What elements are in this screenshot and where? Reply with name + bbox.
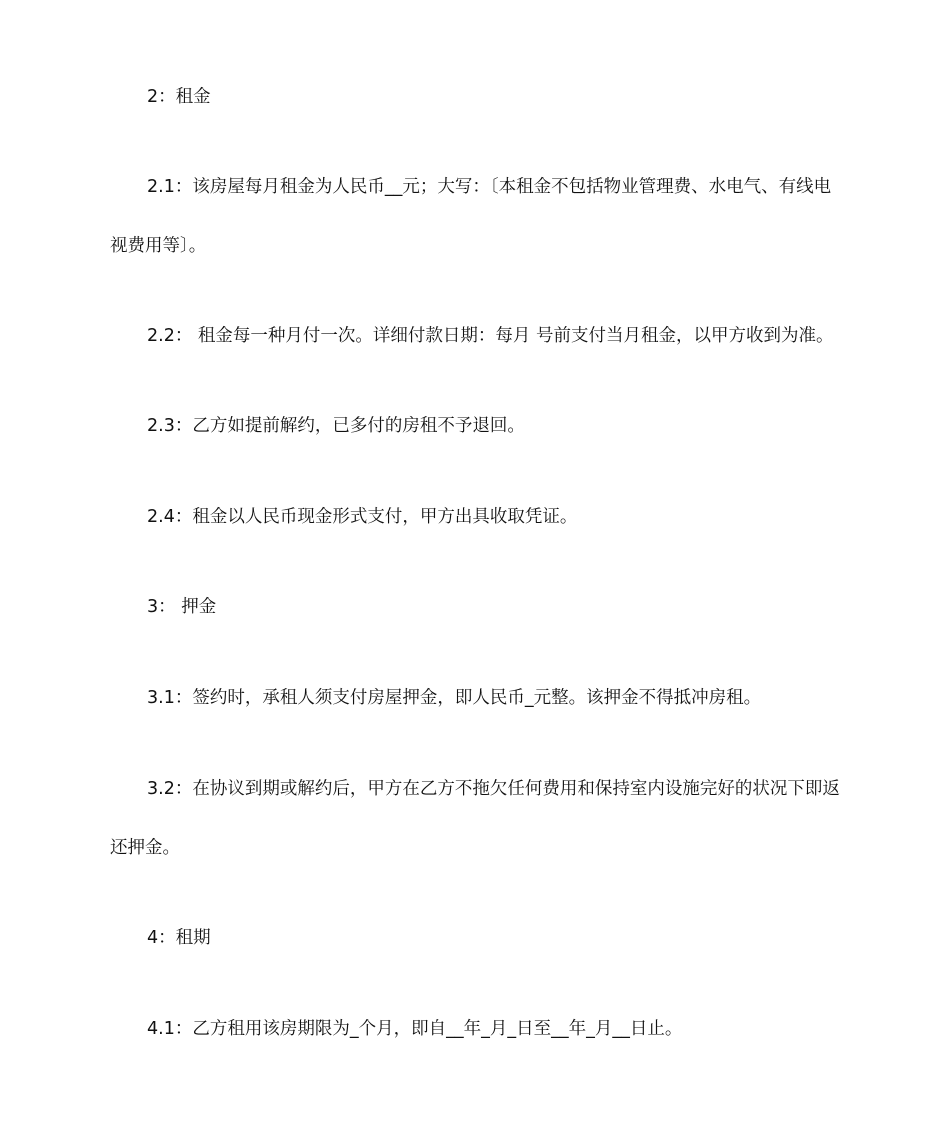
section-heading-term: 4：租期 [147,928,211,948]
clause-4-1: 4.1：乙方租用该房期限为_个月，即自__年_月_日至__年_月__日止。 [147,1019,683,1039]
clause-2-2: 2.2： 租金每一种月付一次。详细付款日期：每月 号前支付当月租金，以甲方收到为准。 [147,326,834,346]
clause-3-1: 3.1：签约时，承租人须支付房屋押金，即人民币_元整。该押金不得抵冲房租。 [147,688,762,708]
clause-2-4: 2.4：租金以人民币现金形式支付，甲方出具收取凭证。 [147,507,578,527]
clause-3-2: 3.2：在协议到期或解约后，甲方在乙方不拖欠任何费用和保持室内设施完好的状况下即返还押金。 [110,779,840,858]
clause-2-3: 2.3：乙方如提前解约，已多付的房租不予退回。 [147,416,525,436]
section-heading-deposit: 3： 押金 [147,597,217,617]
section-heading-rent: 2：租金 [147,87,211,107]
clause-2-1: 2.1：该房屋每月租金为人民币__元；大写：〔本租金不包括物业管理费、水电气、有线电视费用等〕。 [110,177,832,256]
